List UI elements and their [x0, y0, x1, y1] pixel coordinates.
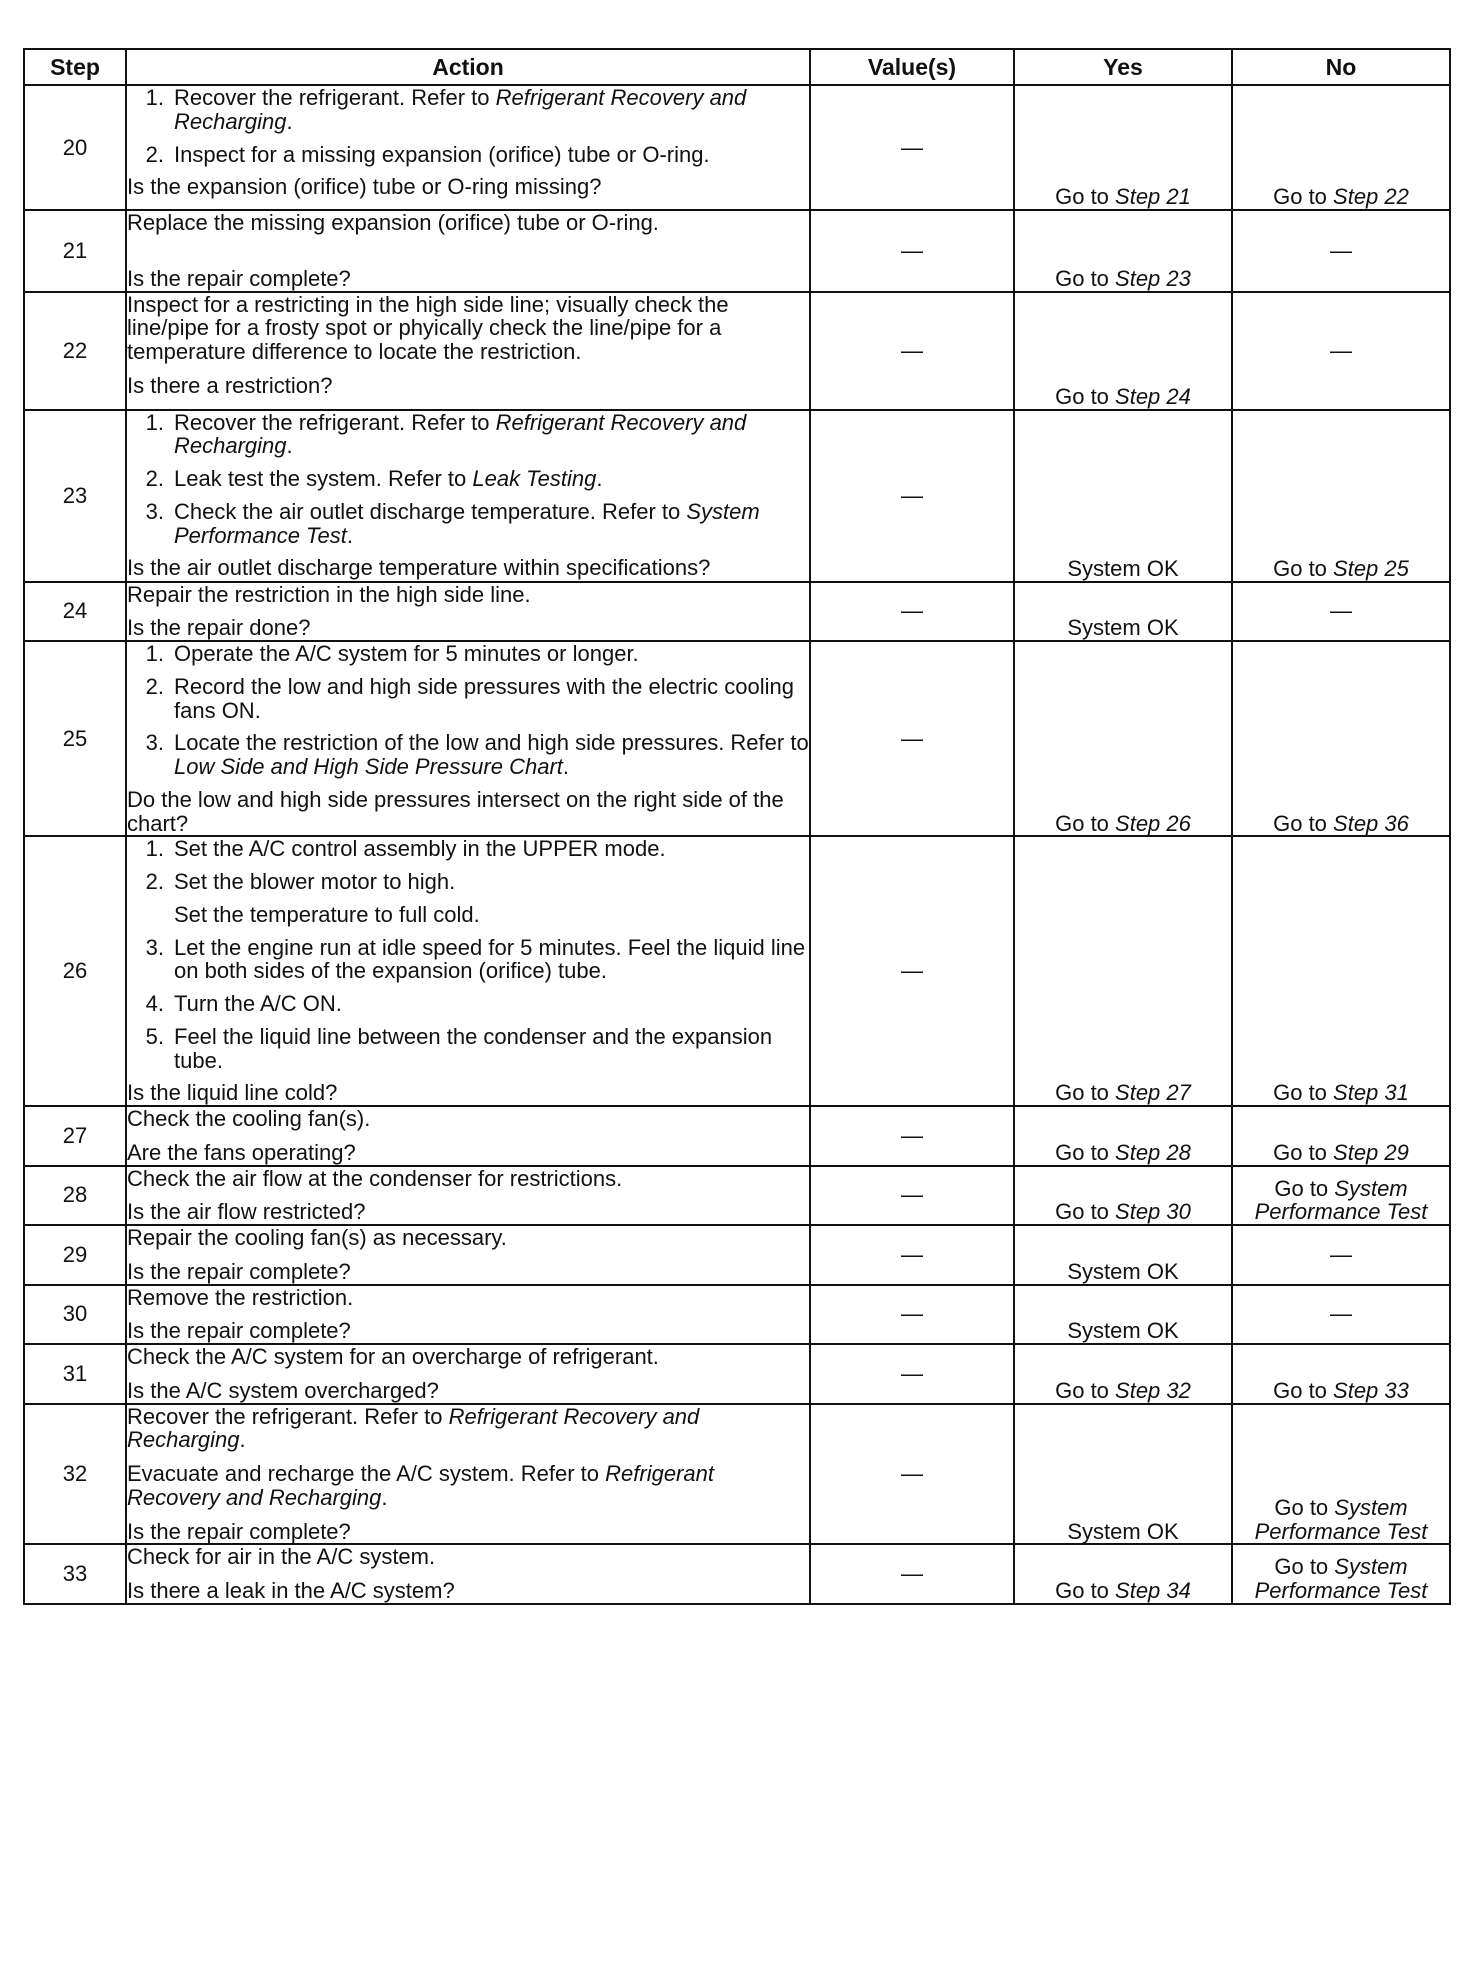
text-run: Go to [1055, 184, 1116, 210]
outcome-link [1273, 811, 1409, 836]
outcome-link [1055, 266, 1191, 291]
text-run: Go to [1273, 1377, 1334, 1403]
action-cell [126, 836, 810, 1106]
outcome-text: System OK [1067, 555, 1179, 581]
outcome-link [1255, 1176, 1428, 1225]
action-question: Is the expansion (orifice) tube or O-ring missing? [127, 174, 602, 200]
action-question: Is there a leak in the A/C system? [127, 1578, 455, 1603]
action-step-number: 1. [145, 85, 164, 110]
value-cell [810, 410, 1014, 582]
text-run: Go to [1055, 1080, 1116, 1106]
table-row [24, 1285, 1450, 1345]
text-run: . [346, 522, 353, 548]
italic-reference: Refrigerant Recovery and Recharging [174, 85, 747, 134]
value-cell [810, 210, 1014, 292]
text-run: Locate the restriction of the low and high side pressures. Refer to [174, 730, 809, 756]
yes-cell [1014, 582, 1232, 642]
yes-cell [1014, 410, 1232, 582]
action-text: Repair the cooling fan(s) as necessary. [127, 1225, 507, 1250]
outcome-text: System OK [1067, 1318, 1179, 1344]
action-question: Is there a restriction? [127, 372, 333, 398]
no-cell [1232, 1404, 1450, 1545]
italic-reference: Step 33 [1333, 1377, 1409, 1403]
action-step-text [174, 731, 809, 779]
text-run: Go to [1274, 1494, 1335, 1520]
italic-reference: System Performance Test [1254, 1494, 1428, 1544]
table-row [24, 410, 1450, 582]
action-paragraph [127, 1405, 809, 1453]
no-cell [1232, 1285, 1450, 1345]
value-cell [810, 292, 1014, 410]
value-text: — [901, 1461, 923, 1486]
text-run: . [562, 754, 570, 779]
action-step [127, 467, 809, 491]
text-run: Go to [1055, 1578, 1116, 1603]
no-cell [1232, 1225, 1450, 1285]
action-step-number: 2. [145, 466, 164, 491]
outcome-text: — [1330, 598, 1352, 624]
outcome-link [1273, 1140, 1409, 1165]
italic-reference: System Performance Test [174, 498, 760, 548]
action-text: Remove the restriction. [127, 1284, 354, 1310]
action-question: Do the low and high side pressures intersect on the right side of the chart? [127, 786, 784, 836]
value-cell [810, 1106, 1014, 1166]
diagnostic-table [23, 48, 1451, 1605]
table-row [24, 1404, 1450, 1545]
no-cell [1232, 410, 1450, 582]
italic-reference: Step 25 [1333, 555, 1409, 581]
table-row [24, 1225, 1450, 1285]
step-number: 22 [24, 292, 126, 410]
no-cell [1232, 292, 1450, 410]
outcome-text: System OK [1067, 1518, 1179, 1544]
step-number: 21 [24, 210, 126, 292]
outcome-text: — [1330, 1241, 1352, 1267]
value-cell [810, 1544, 1014, 1604]
italic-reference: Step 23 [1115, 265, 1191, 291]
outcome-link [1055, 811, 1191, 836]
italic-reference: Step 22 [1333, 184, 1409, 210]
action-step-number: 1. [145, 836, 164, 862]
action-step [127, 936, 809, 984]
outcome-link [1055, 1199, 1191, 1224]
action-cell [126, 85, 810, 210]
action-step [127, 992, 809, 1016]
value-text: — [901, 958, 923, 984]
action-step [127, 411, 809, 459]
step-number: 23 [24, 410, 126, 582]
text-run: Go to [1055, 265, 1116, 291]
no-cell [1232, 1106, 1450, 1166]
italic-reference: Refrigerant Recovery and Recharging [127, 1461, 714, 1510]
action-step-text [174, 936, 809, 984]
outcome-link [1055, 1578, 1191, 1603]
action-question: Is the repair complete? [127, 1258, 351, 1284]
action-text: Check for air in the A/C system. [127, 1544, 436, 1570]
action-step-text [174, 837, 809, 861]
step-number: 24 [24, 582, 126, 642]
action-cell [126, 1544, 810, 1604]
yes-cell [1014, 1106, 1232, 1166]
no-cell [1232, 210, 1450, 292]
action-question: Is the repair complete? [127, 1518, 351, 1544]
header-no: No [1232, 49, 1450, 85]
outcome-link [1273, 184, 1409, 209]
yes-cell [1014, 210, 1232, 292]
italic-reference: Step 30 [1115, 1199, 1191, 1225]
text-run: Check the air outlet discharge temperature. Refer to [174, 498, 687, 524]
table-body [24, 85, 1450, 1604]
text-run: Go to [1055, 1139, 1116, 1165]
italic-reference: Low Side and High Side Pressure Chart [174, 754, 563, 779]
action-step [127, 731, 809, 779]
action-step-text [174, 86, 809, 134]
value-cell [810, 836, 1014, 1106]
table-row [24, 1106, 1450, 1166]
italic-reference: Refrigerant Recovery and Recharging [127, 1403, 700, 1453]
action-cell [126, 410, 810, 582]
table-row [24, 641, 1450, 836]
table-row [24, 1544, 1450, 1604]
yes-cell [1014, 1544, 1232, 1604]
action-cell [126, 1106, 810, 1166]
value-text: — [901, 1360, 923, 1386]
no-cell [1232, 582, 1450, 642]
action-cell [126, 1344, 810, 1404]
action-step-text [174, 675, 809, 723]
italic-reference: Leak Testing [472, 466, 597, 491]
step-number: 31 [24, 1344, 126, 1404]
text-run: Go to [1273, 1080, 1334, 1106]
italic-reference: Step 28 [1115, 1139, 1191, 1165]
action-step [127, 870, 809, 894]
table-row [24, 85, 1450, 210]
action-cell [126, 292, 810, 410]
value-text: — [901, 1301, 923, 1327]
value-text: — [901, 134, 923, 160]
header-step: Step [24, 49, 126, 85]
action-step-text [174, 992, 809, 1016]
text-run: Go to [1055, 383, 1116, 409]
no-cell [1232, 1166, 1450, 1226]
yes-cell [1014, 1225, 1232, 1285]
action-paragraph [127, 1462, 809, 1510]
action-step [127, 642, 809, 666]
yes-cell [1014, 1166, 1232, 1226]
italic-reference: Step 32 [1115, 1377, 1191, 1403]
text-run: Turn the A/C ON. [174, 991, 342, 1016]
italic-reference: Step 21 [1115, 184, 1191, 210]
yes-cell [1014, 292, 1232, 410]
value-text: — [901, 725, 923, 751]
action-step-number: 2. [145, 673, 164, 699]
table-row [24, 1344, 1450, 1404]
step-number: 28 [24, 1166, 126, 1226]
text-run: Go to [1274, 1175, 1335, 1201]
value-text: — [901, 1182, 923, 1208]
text-run: Recover the refrigerant. Refer to [127, 1403, 449, 1429]
action-step [127, 675, 809, 723]
no-cell [1232, 836, 1450, 1106]
italic-reference: Step 34 [1115, 1578, 1191, 1603]
yes-cell [1014, 1404, 1232, 1545]
step-number: 27 [24, 1106, 126, 1166]
italic-reference: Step 29 [1333, 1139, 1409, 1165]
action-step [127, 500, 809, 548]
italic-reference: Step 24 [1115, 383, 1191, 409]
value-cell [810, 1344, 1014, 1404]
text-run: Operate the A/C system for 5 minutes or longer. [174, 641, 639, 666]
action-step-number: 5. [145, 1023, 164, 1049]
action-step-text [174, 903, 809, 927]
action-question: Is the air flow restricted? [127, 1199, 366, 1225]
italic-reference: System Performance Test [1254, 1175, 1428, 1225]
action-cell [126, 582, 810, 642]
action-step-number: 3. [145, 730, 164, 756]
outcome-text: System OK [1067, 615, 1179, 641]
outcome-link [1055, 184, 1191, 209]
italic-reference: System Performance Test [1254, 1554, 1428, 1603]
text-run: Set the A/C control assembly in the UPPER mode. [174, 836, 666, 862]
outcome-link [1055, 1140, 1191, 1165]
no-cell [1232, 85, 1450, 210]
step-number: 26 [24, 836, 126, 1106]
action-step-number: 1. [145, 409, 164, 435]
outcome-link [1255, 1554, 1428, 1603]
text-run: Set the temperature to full cold. [174, 901, 480, 927]
action-step-text [174, 411, 809, 459]
table-row [24, 836, 1450, 1106]
outcome-text: — [1330, 1301, 1352, 1327]
outcome-link [1273, 556, 1409, 581]
action-cell [126, 641, 810, 836]
text-run: Go to [1273, 555, 1334, 581]
action-step-number: 3. [145, 498, 164, 524]
action-step-text [174, 467, 809, 491]
text-run: Go to [1274, 1554, 1335, 1580]
value-text: — [901, 237, 923, 263]
action-text: Check the air flow at the condenser for restrictions. [127, 1165, 623, 1191]
action-cell [126, 1166, 810, 1226]
value-cell [810, 1225, 1014, 1285]
action-step [127, 903, 809, 927]
outcome-text: — [1330, 237, 1352, 263]
action-step-text [174, 642, 809, 666]
text-run: Go to [1273, 184, 1334, 210]
italic-reference: Step 31 [1333, 1080, 1409, 1106]
italic-reference: Step 27 [1115, 1080, 1191, 1106]
value-text: — [901, 1561, 923, 1587]
action-step-number: 4. [145, 991, 164, 1016]
text-run: . [286, 433, 293, 459]
text-run: . [596, 466, 603, 491]
value-text: — [901, 482, 923, 508]
action-step-text [174, 500, 809, 548]
action-cell [126, 1225, 810, 1285]
text-run: Go to [1273, 1139, 1334, 1165]
value-cell [810, 85, 1014, 210]
action-step-text [174, 1025, 809, 1073]
value-text: — [901, 598, 923, 624]
action-step-number: 2. [145, 869, 164, 894]
value-text: — [901, 337, 923, 363]
action-step [127, 86, 809, 134]
text-run: Go to [1055, 1377, 1116, 1403]
action-question: Is the A/C system overcharged? [127, 1377, 439, 1403]
value-text: — [901, 1241, 923, 1267]
step-number: 20 [24, 85, 126, 210]
text-run: Let the engine run at idle speed for 5 minutes. Feel the liquid line on both sides of the expansion (orifice) tube. [174, 934, 806, 984]
text-run: Evacuate and recharge the A/C system. Refer to [127, 1461, 606, 1486]
action-question: Is the repair done? [127, 615, 311, 641]
step-number: 25 [24, 641, 126, 836]
yes-cell [1014, 641, 1232, 836]
step-number: 33 [24, 1544, 126, 1604]
text-run: Go to [1055, 810, 1116, 836]
header-values: Value(s) [810, 49, 1014, 85]
value-cell [810, 641, 1014, 836]
action-text: Inspect for a restricting in the high side line; visually check the line/pipe for a frosty spot or phyically check the line/pipe for a temperature difference to locate the restriction. [127, 291, 729, 364]
text-run: Inspect for a missing expansion (orifice) tube or O-ring. [174, 141, 710, 167]
text-run: Feel the liquid line between the condenser and the expansion tube. [174, 1023, 773, 1073]
header-action: Action [126, 49, 810, 85]
value-cell [810, 1166, 1014, 1226]
action-question: Is the repair complete? [127, 1318, 351, 1344]
text-run: Recover the refrigerant. Refer to [174, 409, 496, 435]
action-step [127, 837, 809, 861]
table-row [24, 582, 1450, 642]
step-number: 32 [24, 1404, 126, 1545]
outcome-link [1255, 1495, 1428, 1544]
text-run: Go to [1273, 810, 1334, 836]
header-yes: Yes [1014, 49, 1232, 85]
action-text: Check the A/C system for an overcharge of refrigerant. [127, 1344, 659, 1369]
value-cell [810, 1285, 1014, 1345]
yes-cell [1014, 836, 1232, 1106]
text-run: . [239, 1427, 246, 1453]
action-question: Is the liquid line cold? [127, 1080, 338, 1106]
action-question: Is the air outlet discharge temperature within specifications? [127, 555, 711, 581]
table-header [24, 49, 1450, 85]
outcome-link [1055, 384, 1191, 409]
no-cell [1232, 1544, 1450, 1604]
action-text: Repair the restriction in the high side line. [127, 581, 531, 607]
table-row [24, 210, 1450, 292]
no-cell [1232, 1344, 1450, 1404]
text-run: . [381, 1484, 388, 1510]
action-text: Check the cooling fan(s). [127, 1106, 371, 1131]
action-step [127, 143, 809, 167]
italic-reference: Step 26 [1115, 810, 1191, 836]
action-step-text [174, 143, 809, 167]
step-number: 30 [24, 1285, 126, 1345]
table-row [24, 1166, 1450, 1226]
action-question: Are the fans operating? [127, 1139, 356, 1165]
text-run: . [286, 108, 293, 134]
step-number: 29 [24, 1225, 126, 1285]
action-cell [126, 210, 810, 292]
spacer [127, 245, 809, 259]
outcome-link [1055, 1080, 1191, 1105]
table-row [24, 292, 1450, 410]
action-step-number: 3. [145, 934, 164, 960]
outcome-link [1055, 1378, 1191, 1403]
italic-reference: Step 36 [1333, 810, 1409, 836]
action-text: Replace the missing expansion (orifice) tube or O-ring. [127, 210, 659, 235]
value-text: — [901, 1122, 923, 1148]
outcome-text: — [1330, 337, 1352, 363]
outcome-link [1273, 1378, 1409, 1403]
action-step-number: 1. [145, 641, 164, 666]
action-step-text [174, 870, 809, 894]
action-step [127, 1025, 809, 1073]
action-step-number: 2. [145, 141, 164, 167]
outcome-text: System OK [1067, 1258, 1179, 1284]
text-run: Set the blower motor to high. [174, 869, 456, 894]
italic-reference: Refrigerant Recovery and Recharging [174, 409, 747, 459]
yes-cell [1014, 85, 1232, 210]
value-cell [810, 1404, 1014, 1545]
yes-cell [1014, 1344, 1232, 1404]
text-run: Record the low and high side pressures with the electric cooling fans ON. [174, 673, 794, 723]
yes-cell [1014, 1285, 1232, 1345]
no-cell [1232, 641, 1450, 836]
value-cell [810, 582, 1014, 642]
outcome-link [1273, 1080, 1409, 1105]
action-cell [126, 1285, 810, 1345]
action-question: Is the repair complete? [127, 265, 351, 291]
action-cell [126, 1404, 810, 1545]
text-run: Leak test the system. Refer to [174, 466, 473, 491]
header-row [24, 49, 1450, 85]
text-run: Go to [1055, 1199, 1116, 1225]
text-run: Recover the refrigerant. Refer to [174, 85, 496, 110]
